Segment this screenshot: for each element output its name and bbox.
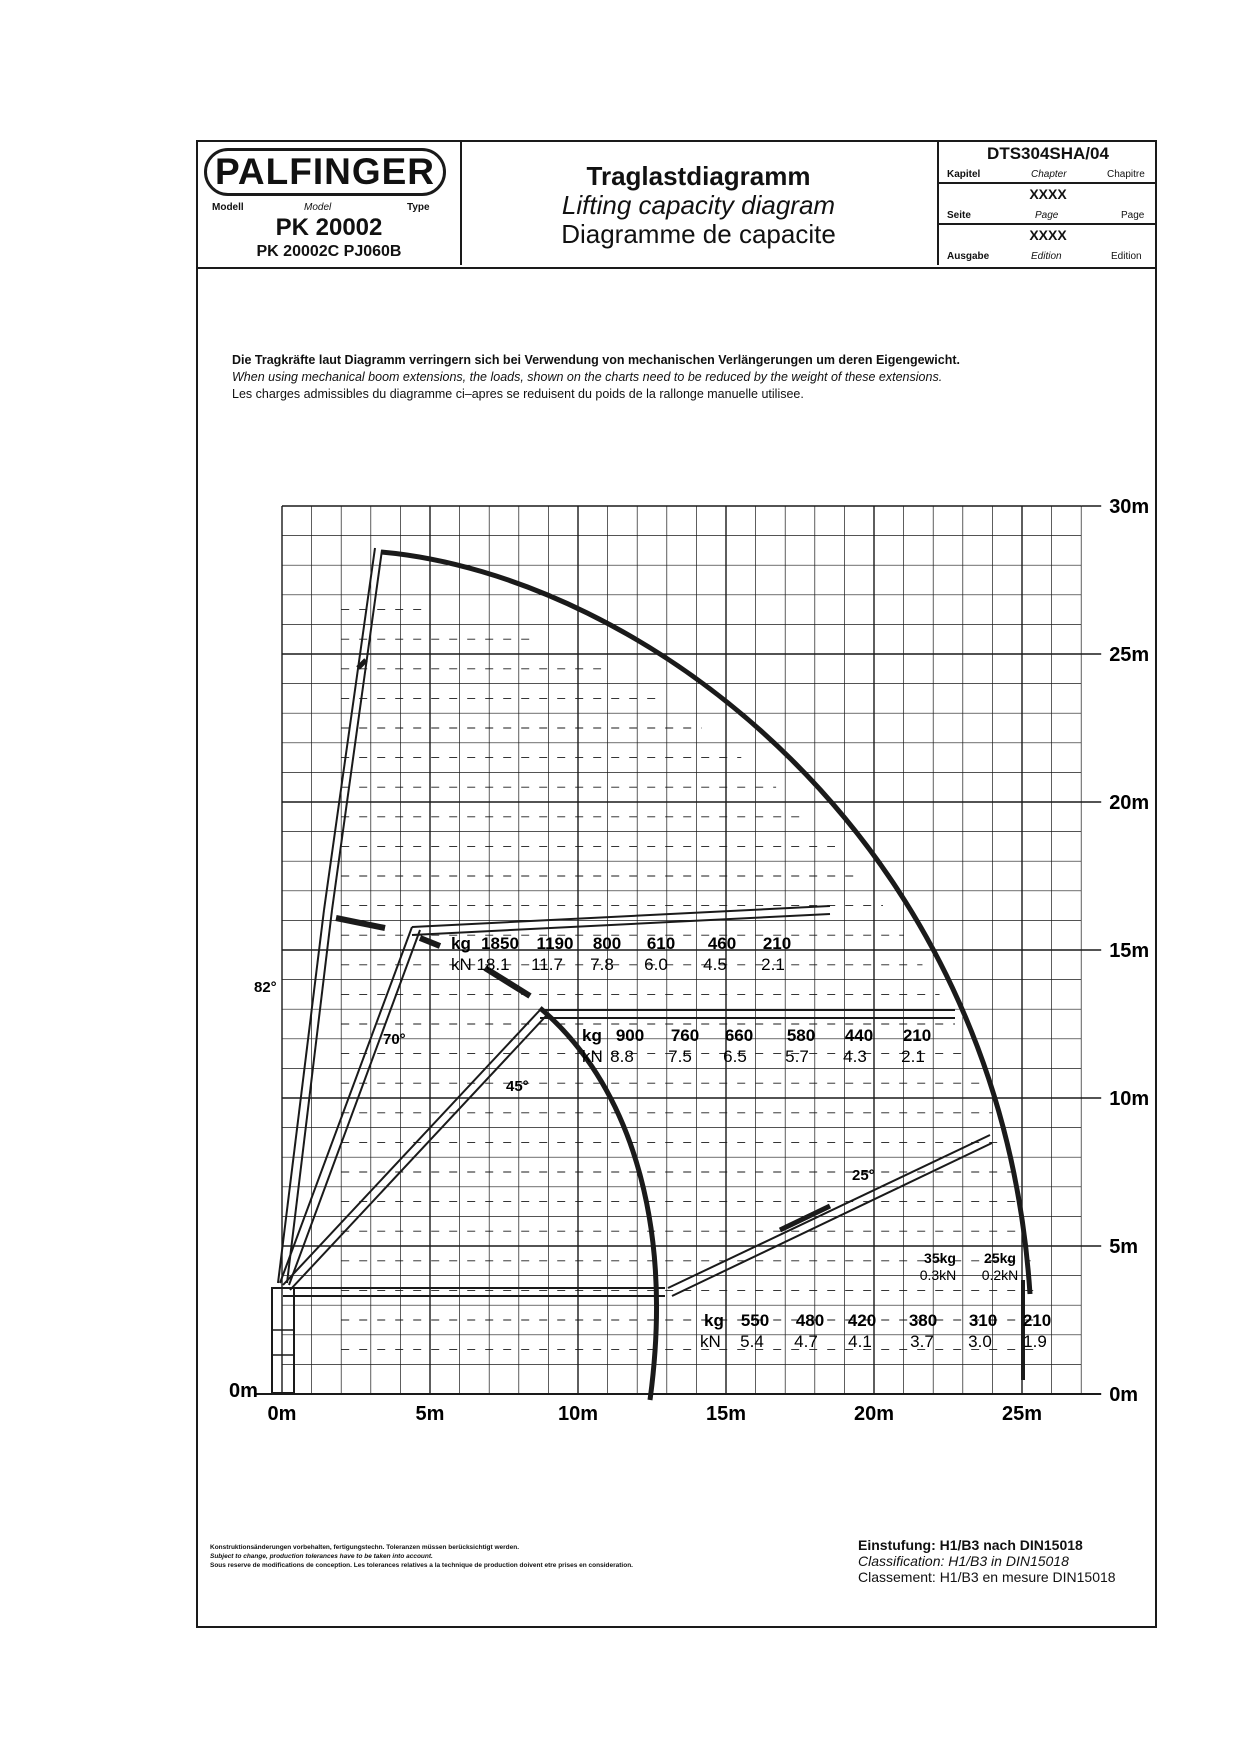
x-tick-label: 10m	[557, 1403, 599, 1425]
load-kn-value: 2.1	[761, 955, 785, 974]
y-tick-label: 20m	[1109, 792, 1150, 814]
load-kg-value: 210	[762, 934, 792, 953]
load-kg-value: 460	[707, 934, 737, 953]
header-model-block	[198, 142, 462, 265]
page-label-en: Page	[1035, 210, 1059, 221]
model-name: PK 20002	[275, 214, 383, 241]
load-kg-value: 660	[724, 1026, 754, 1045]
load-kn-value: 4.7	[794, 1332, 818, 1351]
x-tick-label: 5m	[415, 1403, 445, 1425]
tip-load-kn: 0.3kN	[919, 1267, 957, 1283]
load-kg-value: 310	[968, 1311, 998, 1330]
chapter-label-fr: Chapitre	[1107, 169, 1145, 180]
load-kg-value: 550	[740, 1311, 770, 1330]
note-de: Die Tragkräfte laut Diagramm verringern sich bei Verwendung von mechanischen Verlängerungen um deren Eigengewicht.	[232, 353, 960, 367]
tip-load-kg: 35kg	[924, 1250, 956, 1266]
datasheet	[196, 140, 1157, 1628]
tip-load-kg: 25kg	[984, 1250, 1016, 1266]
angle-label-70: 70°	[383, 1031, 406, 1048]
load-kg-value: 610	[646, 934, 676, 953]
y-tick-label: 30m	[1109, 496, 1150, 518]
load-kg-value: 1850	[481, 934, 519, 953]
note-en: When using mechanical boom extensions, the loads, shown on the charts need to be reduced by the weight of these extensions.	[232, 370, 943, 384]
load-kg-value: 1190	[536, 934, 574, 953]
y-tick-label: 10m	[1109, 1088, 1150, 1110]
load-kn-value: 11.7	[531, 955, 563, 974]
page-label-fr: Page	[1121, 210, 1145, 221]
classification-de: Einstufung: H1/B3 nach DIN15018	[858, 1537, 1083, 1553]
chapter-value: DTS304SHA/04	[987, 144, 1109, 163]
footer-disclaimer-fr: Sous reserve de modifications de conception. Les tolerances relatives a la technique de production doivent etre prises en consideration.	[210, 1562, 633, 1569]
extension-note	[232, 352, 960, 403]
doc-info-block	[937, 142, 1157, 265]
edition-label-fr: Edition	[1111, 251, 1142, 262]
load-kn-value: 6.5	[723, 1047, 747, 1066]
footer-disclaimer	[210, 1543, 633, 1570]
load-kg-value: 210	[1022, 1311, 1052, 1330]
load-kn-label: kN	[700, 1332, 721, 1351]
chapter-label-en: Chapter	[1031, 169, 1067, 180]
load-kn-value: 7.8	[590, 955, 614, 974]
y-tick-label: 0m	[1109, 1384, 1139, 1406]
load-kn-value: 4.1	[848, 1332, 872, 1351]
load-kn-value: 5.7	[785, 1047, 809, 1066]
angle-label-25: 25°	[852, 1167, 875, 1184]
edition-label-de: Ausgabe	[947, 251, 990, 262]
load-kn-value: 7.5	[668, 1047, 692, 1066]
palfinger-logo: PALFINGER	[204, 148, 446, 196]
load-kn-value: 4.5	[703, 955, 727, 974]
load-kn-value: 4.3	[843, 1047, 867, 1066]
page-label-de: Seite	[947, 210, 971, 221]
x-tick-label: 20m	[853, 1403, 895, 1425]
note-fr: Les charges admissibles du diagramme ci–apres se reduisent du poids de la rallonge manuelle utilisee.	[232, 387, 804, 401]
edition-value: XXXX	[1029, 227, 1067, 243]
load-kn-value: 3.7	[910, 1332, 934, 1351]
load-kn-value: 8.8	[610, 1047, 634, 1066]
footer-disclaimer-en: Subject to change, production tolerances have to be taken into account.	[210, 1553, 433, 1560]
load-kn-label: kN	[451, 955, 472, 974]
model-label-de: Modell	[212, 202, 244, 213]
load-kn-value: 5.4	[740, 1332, 764, 1351]
load-kn-value: 18.1	[476, 955, 510, 974]
load-kg-value: 480	[795, 1311, 825, 1330]
title-en: Lifting capacity diagram	[561, 190, 836, 220]
load-kg-value: 210	[902, 1026, 932, 1045]
load-kn-value: 2.1	[901, 1047, 925, 1066]
title-fr: Diagramme de capacite	[561, 219, 836, 249]
load-kn-value: 6.0	[644, 955, 668, 974]
x-tick-label: 0m	[267, 1403, 297, 1425]
angle-label-82: 82°	[254, 979, 277, 996]
classification-fr: Classement: H1/B3 en mesure DIN15018	[858, 1569, 1116, 1585]
load-kn-value: 3.0	[968, 1332, 992, 1351]
y-tick-label: 25m	[1109, 644, 1150, 666]
model-label-fr: Type	[407, 202, 430, 213]
header	[198, 142, 1155, 269]
model-variant: PK 20002C PJ060B	[256, 243, 402, 260]
page-value: XXXX	[1029, 186, 1067, 202]
x-tick-label: 15m	[705, 1403, 747, 1425]
page-row	[939, 183, 1157, 225]
load-kg-value: 580	[786, 1026, 816, 1045]
load-kg-label: kg	[451, 934, 471, 953]
x-tick-label: 25m	[1001, 1403, 1043, 1425]
tip-load-kn: 0.2kN	[981, 1267, 1019, 1283]
edition-label-en: Edition	[1031, 251, 1062, 262]
y-axis-left-zero: 0m	[229, 1380, 258, 1402]
load-kg-value: 420	[847, 1311, 877, 1330]
load-kn-label: kN	[582, 1047, 603, 1066]
load-kg-value: 760	[670, 1026, 700, 1045]
y-tick-label: 5m	[1109, 1236, 1139, 1258]
load-kg-value: 380	[908, 1311, 938, 1330]
title-block	[462, 162, 935, 249]
title-de: Traglastdiagramm	[586, 161, 811, 191]
load-kg-label: kg	[582, 1026, 602, 1045]
load-kg-value: 440	[844, 1026, 874, 1045]
chapter-label-de: Kapitel	[947, 169, 981, 180]
angle-label-45: 45°	[506, 1078, 529, 1095]
chapter-row	[939, 142, 1157, 184]
model-label-en: Model	[304, 202, 332, 213]
footer-classification	[858, 1537, 1116, 1585]
load-kg-value: 800	[592, 934, 622, 953]
load-kg-value: 900	[615, 1026, 645, 1045]
footer-disclaimer-de: Konstruktionsänderungen vorbehalten, fertigungstechn. Toleranzen müssen berücksichtigt werden.	[210, 1544, 520, 1551]
y-tick-label: 15m	[1109, 940, 1150, 962]
load-kg-label: kg	[704, 1311, 724, 1330]
load-kn-value: 1.9	[1023, 1332, 1047, 1351]
classification-en: Classification: H1/B3 in DIN15018	[858, 1553, 1069, 1569]
edition-row	[939, 224, 1157, 264]
